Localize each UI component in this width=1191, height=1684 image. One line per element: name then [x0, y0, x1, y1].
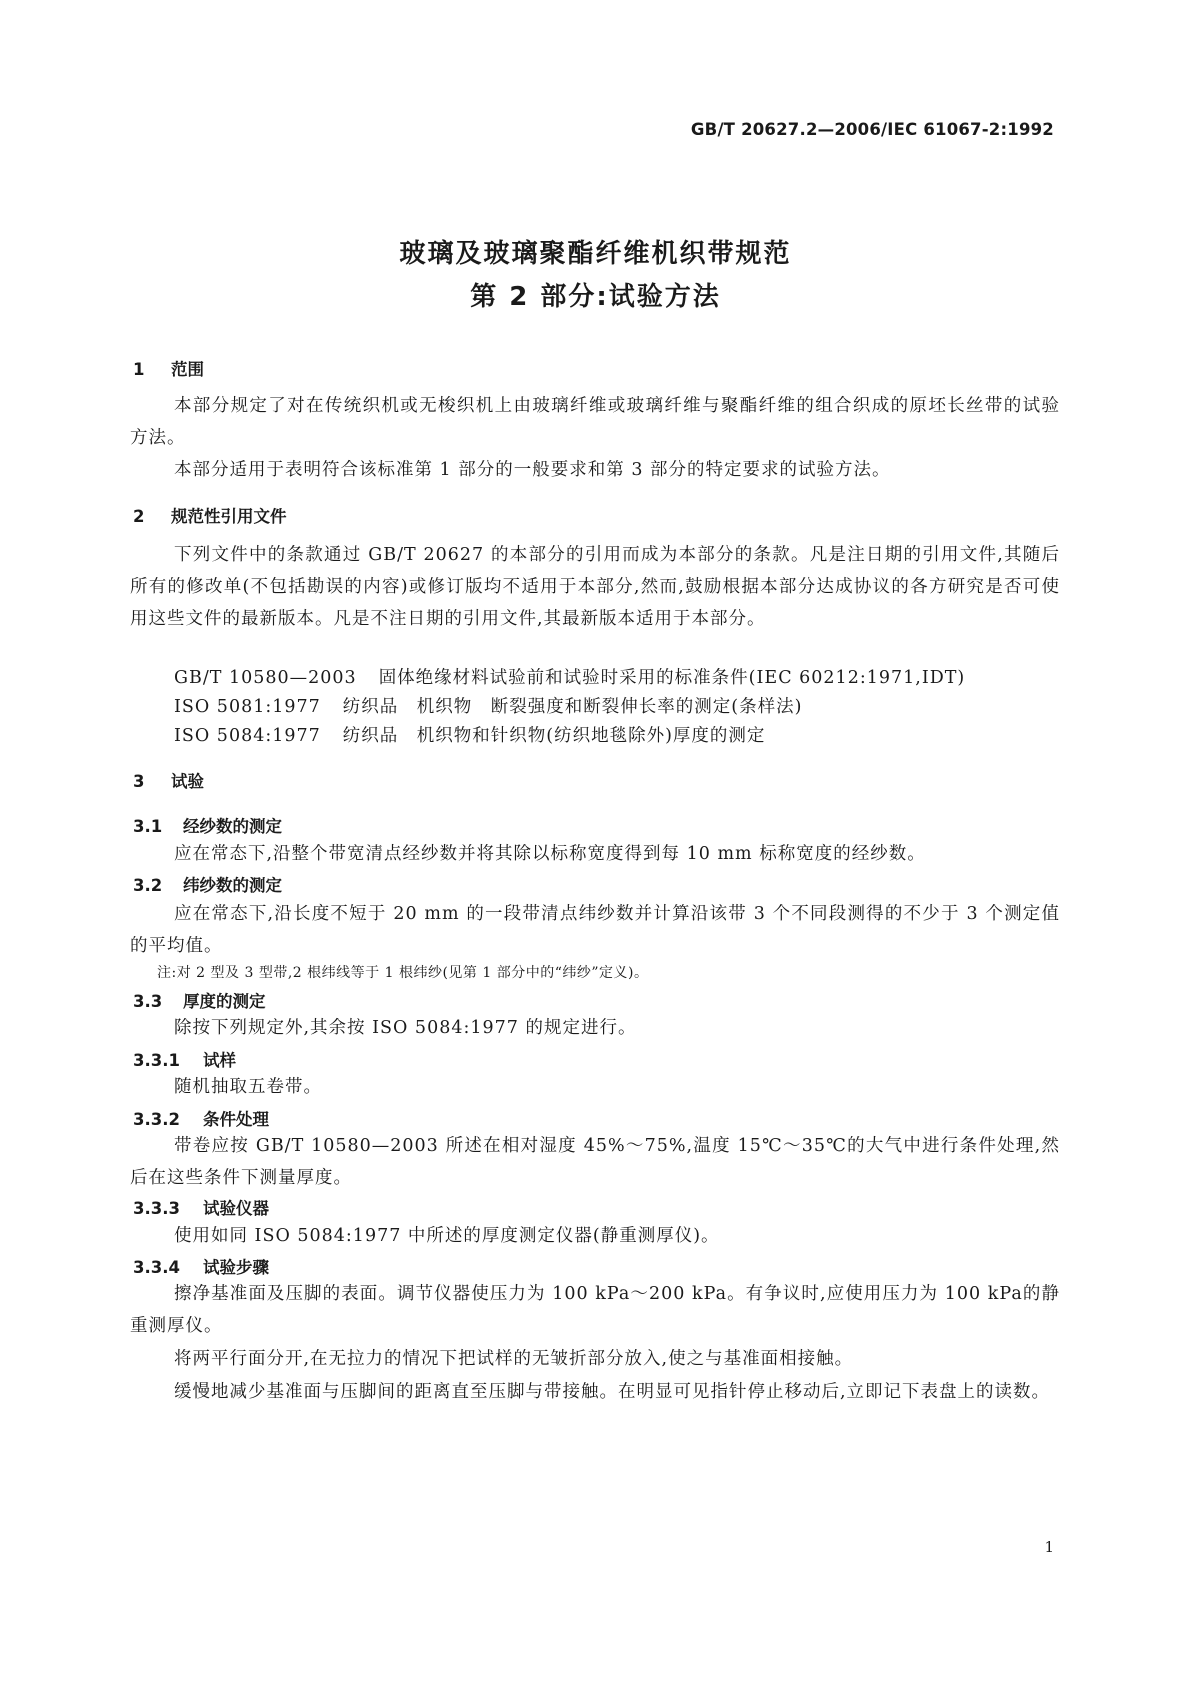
section-title: 厚度的测定	[183, 992, 266, 1011]
document-subtitle: 第 2 部分:试验方法	[470, 282, 721, 312]
reference-item	[174, 693, 824, 718]
section-3-3-3-heading	[133, 1195, 269, 1219]
section-title: 经纱数的测定	[183, 817, 282, 836]
section-1-paragraph-2: 本部分适用于表明符合该标准第 1 部分的一般要求和第 3 部分的特定要求的试验方法。	[174, 460, 891, 480]
section-number: 2	[133, 507, 145, 526]
page-number: 1	[1044, 1538, 1054, 1556]
section-number: 3.3	[133, 992, 163, 1011]
section-1-paragraph-1: 本部分规定了对在传统织机或无梭织机上由玻璃纤维或玻璃纤维与聚酯纤维的组合织成的原坯长丝带的试验方法。	[130, 396, 1060, 448]
section-3-2-heading	[133, 872, 282, 896]
reference-item	[174, 722, 787, 747]
section-title: 条件处理	[203, 1110, 269, 1129]
note: 注:对 2 型及 3 型带,2 根纬线等于 1 根纬纱(见第 1 部分中的“纬纱”定义)。	[157, 965, 649, 981]
section-title: 试验步骤	[203, 1258, 269, 1277]
section-3-heading	[133, 768, 204, 792]
section-3-3-3-paragraph: 使用如同 ISO 5084:1977 中所述的厚度测定仪器(静重测厚仪)。	[174, 1226, 720, 1246]
document-title: 玻璃及玻璃聚酯纤维机织带规范	[399, 239, 792, 269]
reference-code: ISO 5084:1977	[174, 726, 321, 746]
section-3-1-heading	[133, 813, 282, 837]
reference-item	[174, 664, 987, 689]
reference-title: 纺织品 机织物和针织物(纺织地毯除外)厚度的测定	[342, 726, 766, 746]
section-title: 规范性引用文件	[171, 507, 287, 526]
section-number: 3.1	[133, 817, 163, 836]
standard-id: GB/T 20627.2—2006/IEC 61067-2:1992	[690, 120, 1054, 139]
reference-code: ISO 5081:1977	[174, 697, 321, 717]
reference-title: 纺织品 机织物 断裂强度和断裂伸长率的测定(条样法)	[342, 697, 803, 717]
section-number: 3.3.3	[133, 1199, 180, 1218]
section-3-3-2-paragraph: 带卷应按 GB/T 10580—2003 所述在相对湿度 45%～75%,温度 15℃～35℃的大气中进行条件处理,然后在这些条件下测量厚度。	[130, 1136, 1060, 1188]
section-number: 3.3.2	[133, 1110, 180, 1129]
section-3-3-4-heading	[133, 1254, 269, 1278]
reference-title: 固体绝缘材料试验前和试验时采用的标准条件(IEC 60212:1971,IDT)	[378, 668, 966, 688]
section-title: 范围	[171, 360, 204, 379]
reference-code: GB/T 10580—2003	[174, 668, 357, 688]
section-2-heading	[133, 503, 287, 527]
section-3-3-heading	[133, 988, 266, 1012]
section-number: 3.3.1	[133, 1051, 180, 1070]
section-1-heading	[133, 356, 204, 380]
section-number: 1	[133, 360, 145, 379]
section-3-3-1-heading	[133, 1047, 236, 1071]
section-title: 试验	[171, 772, 204, 791]
section-3-1-paragraph: 应在常态下,沿整个带宽清点经纱数并将其除以标称宽度得到每 10 mm 标称宽度的经纱数。	[174, 844, 926, 864]
section-3-2-paragraph: 应在常态下,沿长度不短于 20 mm 的一段带清点纬纱数并计算沿该带 3 个不同段测得的不少于 3 个测定值的平均值。	[130, 904, 1060, 956]
section-title: 试样	[203, 1051, 236, 1070]
section-3-3-1-paragraph: 随机抽取五卷带。	[174, 1077, 322, 1097]
section-3-3-4-paragraph-3: 缓慢地减少基准面与压脚间的距离直至压脚与带接触。在明显可见指针停止移动后,立即记下表盘上的读数。	[174, 1382, 1051, 1402]
section-title: 纬纱数的测定	[183, 876, 282, 895]
section-3-3-4-paragraph-1: 擦净基准面及压脚的表面。调节仪器使压力为 100 kPa～200 kPa。有争议时,应使用压力为 100 kPa的静重测厚仪。	[130, 1284, 1060, 1336]
section-3-3-paragraph: 除按下列规定外,其余按 ISO 5084:1977 的规定进行。	[174, 1018, 637, 1038]
section-number: 3.2	[133, 876, 163, 895]
section-number: 3.3.4	[133, 1258, 180, 1277]
section-number: 3	[133, 772, 145, 791]
section-3-3-2-heading	[133, 1106, 269, 1130]
section-title: 试验仪器	[203, 1199, 269, 1218]
section-3-3-4-paragraph-2: 将两平行面分开,在无拉力的情况下把试样的无皱折部分放入,使之与基准面相接触。	[174, 1349, 854, 1369]
section-2-paragraph-1: 下列文件中的条款通过 GB/T 20627 的本部分的引用而成为本部分的条款。凡是注日期的引用文件,其随后所有的修改单(不包括勘误的内容)或修订版均不适用于本部分,然而,鼓励根据本部分达成协议的各方研究是否可使用这些文件的最新版本。凡是不注日期的引用文件,其最新版本适用于本部分。	[130, 545, 1060, 629]
